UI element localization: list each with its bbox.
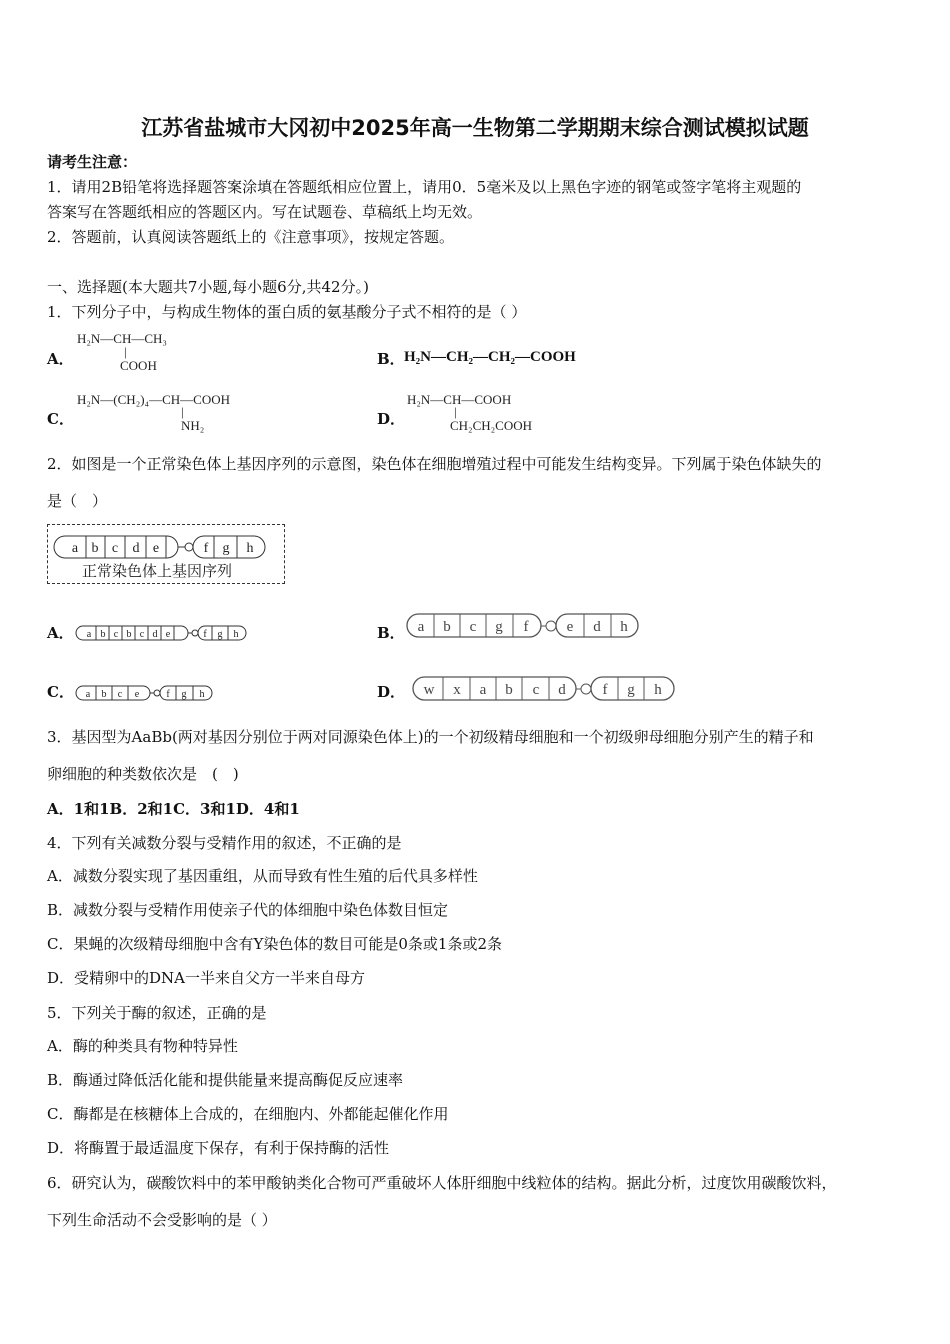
normal-chromosome-diagram [48,525,284,583]
q2-label-b: B． [377,624,405,642]
page-title: 江苏省盐城市大冈初中2025年高一生物第二学期期末综合测试模拟试题 [141,116,809,140]
gene-label: b [443,619,451,635]
q1-label-b: B． [377,350,405,368]
gene-label: a [71,541,79,556]
gene-label: a [86,629,92,640]
gene-label: g [222,541,230,556]
gene-label: h [199,689,205,700]
q5-option-d: D．将酶置于最适温度下保存，有利于保持酶的活性 [47,1139,390,1157]
gene-label: g [495,619,503,635]
gene-label: f [203,541,209,556]
q1-c-bond: | [181,404,184,419]
notice-heading: 请考生注意： [47,153,138,171]
gene-label: e [152,541,160,556]
normal-chromosome-caption: 正常染色体上基因序列 [82,562,233,580]
q2-option-c-chromosome [74,682,216,704]
gene-label: b [100,629,106,640]
q1-a-sub: COOH [120,358,157,373]
q2-option-d-chromosome [410,674,678,704]
q1-label-c: C． [47,410,74,428]
gene-label: w [423,682,435,698]
gene-label: x [453,682,461,698]
q5-option-c: C．酶都是在核糖体上合成的，在细胞内、外都能起催化作用 [47,1105,449,1123]
q6-stem-line-1: 6．研究认为，碳酸饮料中的苯甲酸钠类化合物可严重破坏人体肝细胞中线粒体的结构。据此分析，过度饮用碳酸饮料， [47,1174,837,1192]
q2-option-a-chromosome [74,622,249,644]
q3-stem-line-2: 卵细胞的种类数依次是 ( ) [47,765,239,783]
q1-b-formula: H₂N—CH₂—CH₂—COOH [404,349,576,365]
q4-option-c: C．果蝇的次级精母细胞中含有Y染色体的数目可能是0条或1条或2条 [47,935,503,953]
gene-label: a [417,619,425,635]
gene-label: c [532,682,540,698]
gene-label: g [217,629,223,640]
gene-label: d [593,619,601,635]
gene-label: c [469,619,477,635]
q1-a-formula: H₂N—CH—CH₃ [77,331,167,346]
q2-option-b-chromosome [404,611,644,641]
notice-line-3: 2．答题前，认真阅读答题纸上的《注意事项》，按规定答题。 [47,228,455,246]
gene-label: f [523,619,529,635]
gene-label: d [152,629,158,640]
q1-c-formula: H₂N—(CH₂)₄—CH—COOH [77,392,230,407]
q5-stem: 5．下列关于酶的叙述，正确的是 [47,1004,267,1022]
section-heading: 一、选择题(本大题共7小题,每小题6分,共42分。) [47,278,369,296]
notice-line-2: 答案写在答题纸相应的答题区内。写在试题卷、草稿纸上均无效。 [47,203,483,221]
gene-label: b [101,689,107,700]
notice-line-1: 1．请用2B铅笔将选择题答案涂填在答题纸相应位置上，请用0．5毫米及以上黑色字迹的钢笔或签字笔将主观题的 [47,178,802,196]
q2-stem-line-2: 是（ ） [47,492,108,510]
q3-options: A．1和1B．2和1C．3和1D．4和1 [47,800,300,818]
q4-option-b: B．减数分裂与受精作用使亲子代的体细胞中染色体数目恒定 [47,901,449,919]
q1-c-sub: NH₂ [181,418,205,433]
gene-label: b [91,541,99,556]
gene-label: f [602,682,608,698]
gene-label: h [233,629,239,640]
q4-option-a: A．减数分裂实现了基因重组，从而导致有性生殖的后代具多样性 [47,867,478,885]
gene-label: f [166,689,170,700]
gene-label: g [627,682,635,698]
q5-option-b: B．酶通过降低活化能和提供能量来提高酶促反应速率 [47,1071,404,1089]
q3-stem-line-1: 3．基因型为AaBb(两对基因分别位于两对同源染色体上)的一个初级精母细胞和一个初级卵母细胞分别产生的精子和 [47,728,814,746]
gene-label: c [117,689,123,700]
q1-d-formula: H₂N—CH—COOH [407,392,512,407]
q4-stem: 4．下列有关减数分裂与受精作用的叙述，不正确的是 [47,834,402,852]
normal-chromosome-box [47,524,285,584]
q2-label-c: C． [47,683,74,701]
q1-label-a: A． [47,350,74,368]
gene-label: c [113,629,119,640]
gene-label: d [558,682,566,698]
gene-label: h [620,619,628,635]
gene-label: h [246,541,254,556]
gene-label: g [181,689,187,700]
q4-option-d: D．受精卵中的DNA一半来自父方一半来自母方 [47,969,366,987]
gene-label: e [134,689,140,700]
gene-label: a [479,682,487,698]
gene-label: d [132,541,140,556]
q6-stem-line-2: 下列生命活动不会受影响的是（ ） [47,1211,277,1229]
q2-stem-line-1: 2．如图是一个正常染色体上基因序列的示意图，染色体在细胞增殖过程中可能发生结构变异。下列属于染色体缺失的 [47,455,822,473]
q1-a-bond: | [124,344,127,359]
q1-d-sub: CH₂CH₂COOH [450,418,533,433]
gene-label: e [566,619,574,635]
q2-label-d: D． [377,683,406,701]
q1-stem: 1．下列分子中，与构成生物体的蛋白质的氨基酸分子式不相符的是（ ） [47,303,527,321]
gene-label: f [203,629,207,640]
gene-label: h [654,682,662,698]
gene-label: b [126,629,132,640]
gene-label: b [505,682,513,698]
q1-label-d: D． [377,410,406,428]
q1-d-bond: | [454,404,457,419]
gene-label: c [111,541,119,556]
gene-label: c [139,629,145,640]
q5-option-a: A．酶的种类具有物种特异性 [47,1037,238,1055]
q2-label-a: A． [47,624,74,642]
gene-label: e [165,629,171,640]
gene-label: a [85,689,91,700]
